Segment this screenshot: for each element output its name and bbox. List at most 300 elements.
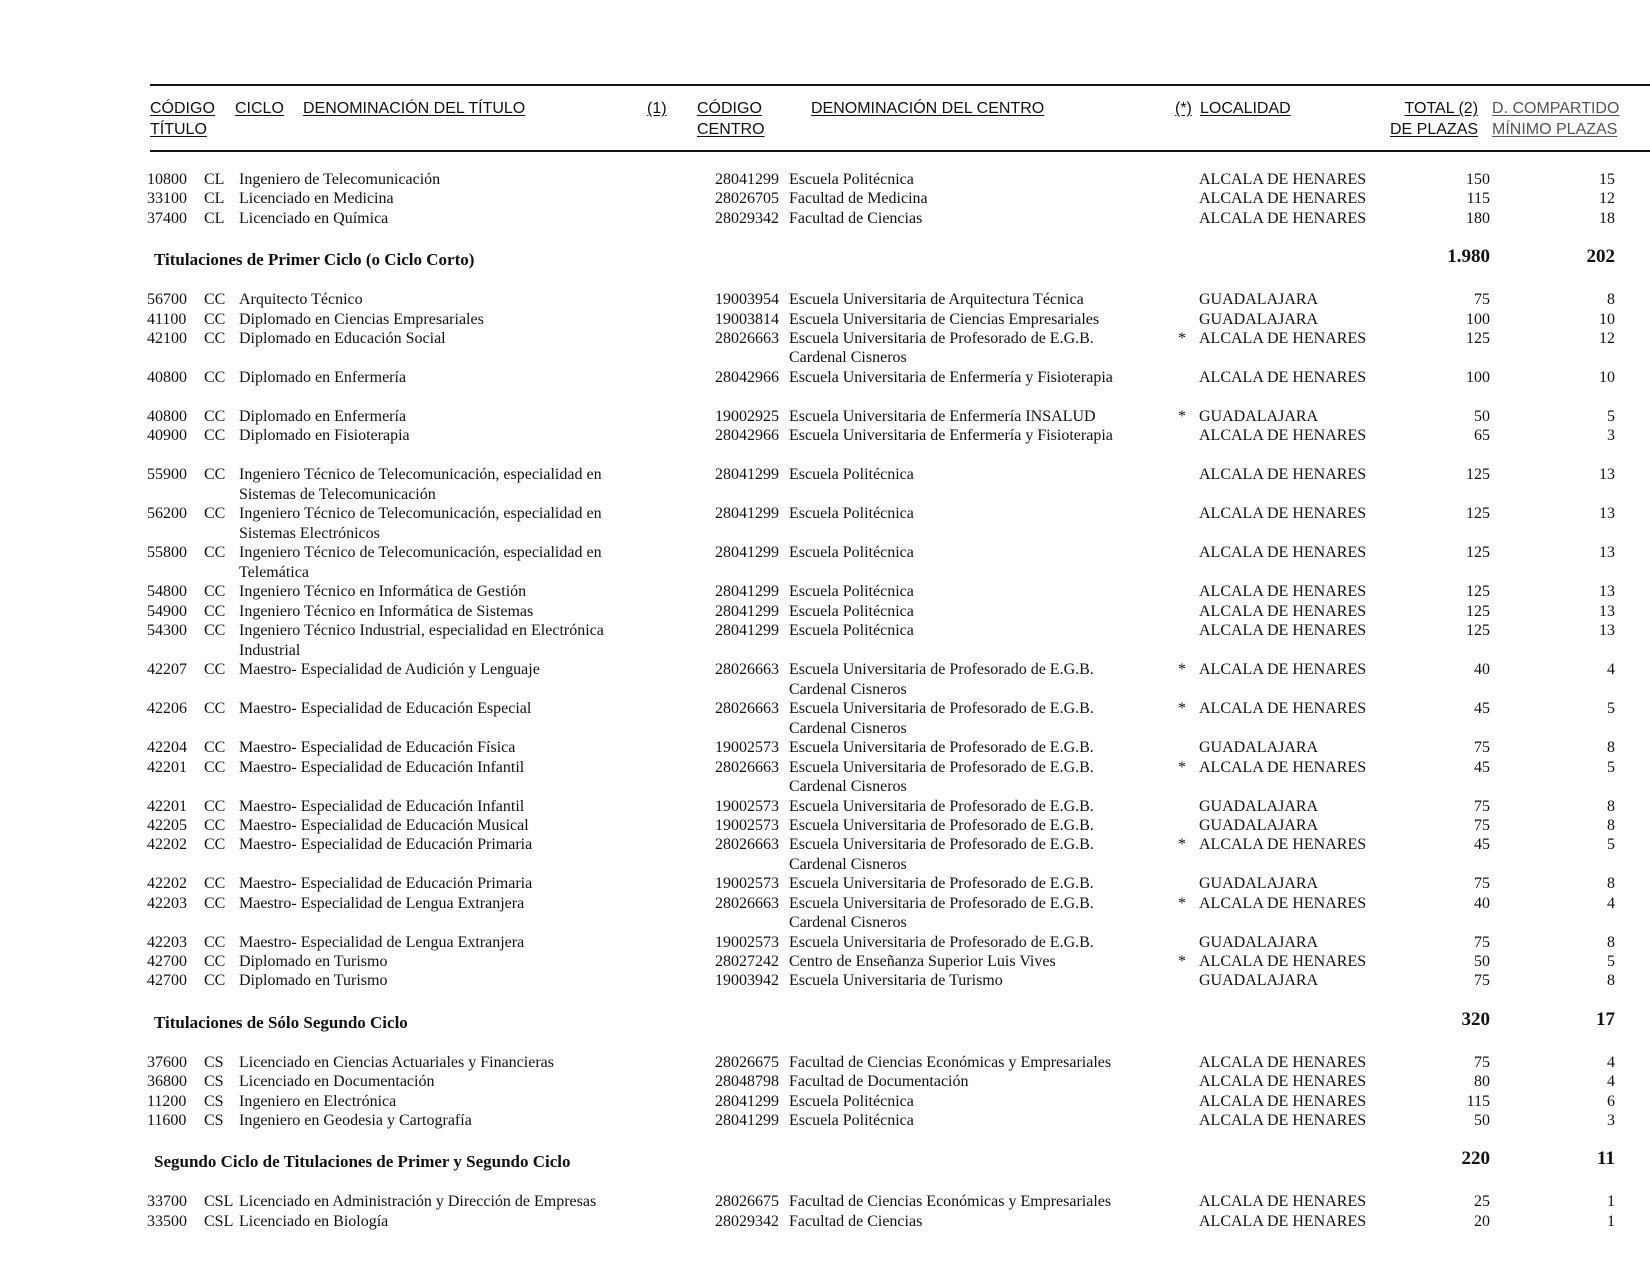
- codigo-centro: 19002573: [715, 816, 779, 834]
- denominacion-centro: Escuela Universitaria de Profesorado de E.G.B. Cardenal Cisneros: [789, 700, 1094, 737]
- ciclo: CC: [204, 700, 226, 718]
- table-row: [0, 699, 1650, 738]
- localidad: GUADALAJARA: [1199, 972, 1319, 990]
- localidad: GUADALAJARA: [1199, 407, 1319, 425]
- localidad: ALCALA DE HENARES: [1199, 209, 1367, 227]
- minimo-plazas: 12: [1599, 190, 1615, 208]
- localidad: ALCALA DE HENARES: [1199, 700, 1367, 718]
- table-row: [0, 660, 1650, 699]
- denominacion-centro: Escuela Universitaria de Enfermería INSALUD: [789, 407, 1096, 425]
- codigo-titulo: 42202: [147, 836, 187, 854]
- denominacion-titulo: Ingeniero Técnico de Telecomunicación, especialidad en Telemática: [239, 544, 602, 581]
- denominacion-titulo: Diplomado en Fisioterapia: [239, 427, 410, 445]
- denominacion-centro: Escuela Universitaria de Profesorado de E.G.B. Cardenal Cisneros: [789, 661, 1094, 698]
- header-bottom-rule: [150, 150, 1650, 152]
- table-row: [0, 1072, 1650, 1091]
- codigo-centro: 19002573: [715, 739, 779, 757]
- denominacion-titulo: Maestro- Especialidad de Educación Primaria: [239, 875, 533, 893]
- localidad: ALCALA DE HENARES: [1199, 836, 1367, 854]
- total-plazas: 40: [1474, 661, 1490, 679]
- ciclo: CC: [204, 739, 226, 757]
- minimo-plazas: 3: [1607, 1112, 1615, 1130]
- codigo-titulo: 36800: [147, 1073, 187, 1091]
- minimo-plazas: 8: [1607, 816, 1615, 834]
- codigo-centro: 28026663: [715, 661, 779, 679]
- denominacion-titulo: Maestro- Especialidad de Lengua Extranjera: [239, 933, 525, 951]
- asterisk-mark: *: [1178, 836, 1186, 854]
- denominacion-titulo: Licenciado en Administración y Dirección de Empresas: [239, 1193, 597, 1211]
- total-plazas: 45: [1474, 836, 1490, 854]
- total-plazas: 125: [1466, 329, 1490, 347]
- minimo-plazas: 3: [1607, 427, 1615, 445]
- codigo-titulo: 11200: [147, 1092, 187, 1110]
- denominacion-titulo: Maestro- Especialidad de Educación Primaria: [239, 836, 533, 854]
- codigo-titulo: 42201: [147, 758, 187, 776]
- minimo-plazas: 13: [1599, 622, 1615, 640]
- denominacion-centro: Facultad de Ciencias Económicas y Empresariales: [789, 1193, 1112, 1211]
- minimo-plazas: 8: [1607, 739, 1615, 757]
- total-plazas: 75: [1474, 933, 1490, 951]
- asterisk-mark: *: [1178, 661, 1186, 679]
- total-plazas: 75: [1474, 739, 1490, 757]
- table-row: [0, 582, 1650, 601]
- codigo-centro: 19003814: [715, 310, 779, 328]
- total-plazas: 50: [1474, 953, 1490, 971]
- minimo-plazas: 10: [1599, 368, 1615, 386]
- localidad: ALCALA DE HENARES: [1199, 661, 1367, 679]
- ciclo: CL: [204, 190, 225, 208]
- codigo-titulo: 40800: [147, 368, 187, 386]
- codigo-centro: 19002573: [715, 797, 779, 815]
- header-de-plazas-label: DE PLAZAS: [1390, 121, 1479, 138]
- codigo-titulo: 10800: [147, 171, 187, 188]
- ciclo: CC: [204, 583, 226, 601]
- section-title: Titulaciones de Sólo Segundo Ciclo: [154, 1012, 408, 1032]
- minimo-plazas: 4: [1607, 1053, 1615, 1071]
- header-ciclo: CICLO: [235, 100, 284, 117]
- table-row: [0, 1192, 1650, 1211]
- minimo-plazas: 13: [1599, 602, 1615, 620]
- ciclo: CC: [204, 291, 226, 309]
- denominacion-titulo: Ingeniero en Electrónica: [239, 1092, 397, 1110]
- codigo-titulo: 40800: [147, 407, 187, 425]
- denominacion-centro: Facultad de Medicina: [789, 190, 928, 208]
- codigo-titulo: 42207: [147, 661, 187, 679]
- codigo-centro: 19003942: [715, 972, 779, 990]
- localidad: ALCALA DE HENARES: [1199, 190, 1367, 208]
- asterisk-mark: *: [1178, 700, 1186, 718]
- ciclo: CSL: [204, 1193, 234, 1211]
- header-nota-asterisco: (*): [1175, 100, 1192, 117]
- total-plazas: 50: [1474, 1112, 1490, 1130]
- table-row: [0, 758, 1650, 797]
- denominacion-centro: Escuela Universitaria de Profesorado de E.G.B. Cardenal Cisneros: [789, 329, 1094, 367]
- minimo-plazas: 8: [1607, 972, 1615, 990]
- total-plazas: 45: [1474, 700, 1490, 718]
- denominacion-titulo: Licenciado en Medicina: [239, 190, 394, 208]
- codigo-titulo: 41100: [147, 310, 187, 328]
- codigo-titulo: 33500: [147, 1212, 187, 1230]
- section-title: Titulaciones de Primer Ciclo (o Ciclo Corto): [154, 250, 475, 270]
- localidad: ALCALA DE HENARES: [1199, 427, 1367, 445]
- ciclo: CC: [204, 758, 226, 776]
- total-plazas: 115: [1466, 190, 1490, 208]
- denominacion-titulo: Ingeniero Técnico Industrial, especialidad en Electrónica Industrial: [239, 622, 604, 659]
- codigo-centro: 28042966: [715, 427, 779, 445]
- codigo-titulo: 42700: [147, 953, 187, 971]
- header-localidad: LOCALIDAD: [1200, 100, 1291, 117]
- total-plazas: 40: [1474, 894, 1490, 912]
- ciclo: CC: [204, 836, 226, 854]
- codigo-titulo: 54300: [147, 622, 187, 640]
- ciclo: CC: [204, 875, 226, 893]
- codigo-titulo: 42203: [147, 933, 187, 951]
- minimo-plazas: 4: [1607, 894, 1615, 912]
- codigo-titulo: 37400: [147, 209, 187, 227]
- header-minimo-plazas-label: MÍNIMO PLAZAS: [1492, 121, 1618, 138]
- header-titulo-label: TÍTULO: [150, 121, 207, 138]
- denominacion-titulo: Maestro- Especialidad de Educación Física: [239, 739, 516, 757]
- ciclo: CS: [204, 1112, 224, 1130]
- localidad: ALCALA DE HENARES: [1199, 1092, 1367, 1110]
- ciclo: CC: [204, 310, 226, 328]
- denominacion-centro: Escuela Politécnica: [789, 583, 914, 601]
- denominacion-centro: Escuela Politécnica: [789, 544, 914, 562]
- total-plazas: 75: [1474, 797, 1490, 815]
- header-codigo-centro: [697, 98, 765, 140]
- localidad: ALCALA DE HENARES: [1199, 329, 1367, 347]
- total-plazas: 65: [1474, 427, 1490, 445]
- ciclo: CC: [204, 505, 226, 523]
- ciclo: CC: [204, 329, 226, 347]
- denominacion-titulo: Diplomado en Turismo: [239, 972, 388, 990]
- denominacion-centro: Escuela Universitaria de Profesorado de E.G.B. Cardenal Cisneros: [789, 894, 1094, 932]
- localidad: GUADALAJARA: [1199, 310, 1319, 328]
- header-d-compartido: [1492, 98, 1619, 140]
- denominacion-titulo: Ingeniero en Geodesia y Cartografía: [239, 1112, 472, 1130]
- minimo-plazas: 13: [1599, 505, 1615, 523]
- header-total-plazas: [1390, 98, 1478, 140]
- denominacion-titulo: Licenciado en Biología: [239, 1212, 389, 1230]
- section-minimo: 202: [1586, 246, 1615, 268]
- table-row: [0, 1092, 1650, 1111]
- table-row: [0, 816, 1650, 835]
- localidad: GUADALAJARA: [1199, 933, 1319, 951]
- codigo-titulo: 37600: [147, 1053, 187, 1071]
- denominacion-titulo: Diplomado en Ciencias Empresariales: [239, 310, 484, 328]
- header-centro-label: CENTRO: [697, 121, 765, 138]
- localidad: ALCALA DE HENARES: [1199, 894, 1367, 912]
- total-plazas: 75: [1474, 291, 1490, 309]
- table-row: [0, 602, 1650, 621]
- minimo-plazas: 13: [1599, 544, 1615, 562]
- codigo-titulo: 42201: [147, 797, 187, 815]
- denominacion-titulo: Diplomado en Enfermería: [239, 368, 407, 386]
- total-plazas: 50: [1474, 407, 1490, 425]
- minimo-plazas: 8: [1607, 291, 1615, 309]
- asterisk-mark: *: [1178, 953, 1186, 971]
- codigo-centro: 19002573: [715, 875, 779, 893]
- codigo-centro: 28042966: [715, 368, 779, 386]
- total-plazas: 180: [1466, 209, 1490, 227]
- denominacion-centro: Escuela Universitaria de Profesorado de E.G.B.: [789, 875, 1094, 893]
- codigo-titulo: 54900: [147, 602, 187, 620]
- ciclo: CC: [204, 661, 226, 679]
- header-denominacion-centro: DENOMINACIÓN DEL CENTRO: [811, 100, 1045, 117]
- codigo-titulo: 42203: [147, 894, 187, 912]
- codigo-titulo: 42204: [147, 739, 187, 757]
- codigo-titulo: 42206: [147, 700, 187, 718]
- codigo-titulo: 55800: [147, 544, 187, 562]
- minimo-plazas: 5: [1607, 953, 1615, 971]
- denominacion-centro: Escuela Universitaria de Profesorado de E.G.B.: [789, 933, 1094, 951]
- table-row: [0, 329, 1650, 368]
- codigo-centro: 28041299: [715, 466, 779, 484]
- table-row: [0, 407, 1650, 426]
- ciclo: CC: [204, 933, 226, 951]
- ciclo: CC: [204, 953, 226, 971]
- denominacion-titulo: Maestro- Especialidad de Educación Infantil: [239, 797, 525, 815]
- header-codigo-centro-label: CÓDIGO: [697, 100, 762, 117]
- section-title: Segundo Ciclo de Titulaciones de Primer y Segundo Ciclo: [154, 1152, 571, 1172]
- header-top-rule: [150, 84, 1650, 86]
- localidad: ALCALA DE HENARES: [1199, 1193, 1367, 1211]
- codigo-centro: 28041299: [715, 171, 779, 188]
- section-minimo: 17: [1596, 1008, 1615, 1030]
- denominacion-centro: Escuela Universitaria de Arquitectura Técnica: [789, 291, 1084, 309]
- minimo-plazas: 13: [1599, 583, 1615, 601]
- denominacion-titulo: Maestro- Especialidad de Lengua Extranjera: [239, 894, 525, 912]
- total-plazas: 125: [1466, 583, 1490, 601]
- denominacion-titulo: Arquitecto Técnico: [239, 291, 363, 309]
- codigo-centro: 28041299: [715, 1092, 779, 1110]
- denominacion-titulo: Diplomado en Educación Social: [239, 329, 446, 347]
- codigo-centro: 28029342: [715, 1212, 779, 1230]
- minimo-plazas: 13: [1599, 466, 1615, 484]
- section-header: [0, 228, 1650, 290]
- codigo-centro: 28041299: [715, 602, 779, 620]
- table-body: [0, 170, 1650, 1231]
- codigo-titulo: 42100: [147, 329, 187, 347]
- codigo-centro: 28026663: [715, 700, 779, 718]
- ciclo: CC: [204, 427, 226, 445]
- codigo-centro: 28026675: [715, 1193, 779, 1211]
- total-plazas: 100: [1466, 310, 1490, 328]
- codigo-titulo: 42202: [147, 875, 187, 893]
- total-plazas: 45: [1474, 758, 1490, 776]
- ciclo: CS: [204, 1092, 224, 1110]
- localidad: GUADALAJARA: [1199, 797, 1319, 815]
- table-row: [0, 209, 1650, 228]
- header-nota-1: (1): [647, 100, 667, 117]
- codigo-titulo: 55900: [147, 466, 187, 484]
- minimo-plazas: 15: [1599, 171, 1615, 188]
- minimo-plazas: 1: [1607, 1193, 1615, 1211]
- total-plazas: 75: [1474, 816, 1490, 834]
- minimo-plazas: 10: [1599, 310, 1615, 328]
- section-total: 320: [1461, 1008, 1490, 1030]
- codigo-centro: 28026663: [715, 329, 779, 347]
- denominacion-titulo: Diplomado en Enfermería: [239, 407, 407, 425]
- minimo-plazas: 6: [1607, 1092, 1615, 1110]
- codigo-titulo: 33700: [147, 1193, 187, 1211]
- table-row: [0, 738, 1650, 757]
- total-plazas: 125: [1466, 505, 1490, 523]
- denominacion-titulo: Diplomado en Turismo: [239, 953, 388, 971]
- ciclo: CC: [204, 972, 226, 990]
- asterisk-mark: *: [1178, 407, 1186, 425]
- table-row: [0, 1212, 1650, 1231]
- ciclo: CC: [204, 894, 226, 912]
- total-plazas: 150: [1466, 171, 1490, 188]
- minimo-plazas: 12: [1599, 329, 1615, 347]
- section-total: 1.980: [1447, 246, 1490, 268]
- section-header: [0, 991, 1650, 1053]
- header-d-compartido-label: D. COMPARTIDO: [1492, 100, 1620, 117]
- codigo-titulo: 56700: [147, 291, 187, 309]
- section-total: 220: [1461, 1148, 1490, 1170]
- table-row: [0, 310, 1650, 329]
- codigo-centro: 28026663: [715, 894, 779, 912]
- table-row: [0, 971, 1650, 990]
- table-row: [0, 543, 1650, 582]
- codigo-titulo: 33100: [147, 190, 187, 208]
- localidad: ALCALA DE HENARES: [1199, 602, 1367, 620]
- denominacion-titulo: Licenciado en Documentación: [239, 1073, 435, 1091]
- ciclo: CC: [204, 544, 226, 562]
- localidad: GUADALAJARA: [1199, 739, 1319, 757]
- codigo-centro: 28041299: [715, 622, 779, 640]
- minimo-plazas: 5: [1607, 407, 1615, 425]
- total-plazas: 75: [1474, 1053, 1490, 1071]
- codigo-centro: 28029342: [715, 209, 779, 227]
- localidad: ALCALA DE HENARES: [1199, 171, 1367, 188]
- header-denominacion-titulo: DENOMINACIÓN DEL TÍTULO: [303, 100, 526, 117]
- denominacion-centro: Escuela Universitaria de Profesorado de E.G.B.: [789, 739, 1094, 757]
- denominacion-titulo: Licenciado en Química: [239, 209, 389, 227]
- ciclo: CC: [204, 466, 226, 484]
- denominacion-centro: Escuela Universitaria de Profesorado de E.G.B. Cardenal Cisneros: [789, 836, 1094, 873]
- asterisk-mark: *: [1178, 329, 1186, 347]
- denominacion-titulo: Ingeniero Técnico en Informática de Sistemas: [239, 602, 534, 620]
- denominacion-titulo: Licenciado en Ciencias Actuariales y Financieras: [239, 1053, 554, 1071]
- denominacion-centro: Facultad de Ciencias Económicas y Empresariales: [789, 1053, 1112, 1071]
- table-row: [0, 933, 1650, 952]
- localidad: ALCALA DE HENARES: [1199, 1073, 1367, 1091]
- table-row: [0, 621, 1650, 660]
- codigo-centro: 28027242: [715, 953, 779, 971]
- total-plazas: 100: [1466, 368, 1490, 386]
- codigo-centro: 28041299: [715, 544, 779, 562]
- localidad: ALCALA DE HENARES: [1199, 505, 1367, 523]
- denominacion-centro: Centro de Enseñanza Superior Luis Vives: [789, 953, 1056, 971]
- total-plazas: 125: [1466, 602, 1490, 620]
- ciclo: CC: [204, 797, 226, 815]
- section-minimo: 11: [1597, 1148, 1615, 1170]
- ciclo: CSL: [204, 1212, 234, 1230]
- minimo-plazas: 8: [1607, 933, 1615, 951]
- denominacion-centro: Escuela Universitaria de Profesorado de E.G.B.: [789, 816, 1094, 834]
- codigo-centro: 28048798: [715, 1073, 779, 1091]
- denominacion-titulo: Ingeniero Técnico de Telecomunicación, especialidad en Sistemas Electrónicos: [239, 505, 602, 542]
- codigo-centro: 19002925: [715, 407, 779, 425]
- localidad: GUADALAJARA: [1199, 291, 1319, 309]
- denominacion-centro: Escuela Politécnica: [789, 602, 914, 620]
- table-row: [0, 797, 1650, 816]
- localidad: ALCALA DE HENARES: [1199, 368, 1367, 386]
- minimo-plazas: 5: [1607, 836, 1615, 854]
- codigo-titulo: 56200: [147, 505, 187, 523]
- header-codigo-titulo: [150, 98, 215, 140]
- header-total-label: TOTAL (2): [1404, 100, 1479, 117]
- denominacion-titulo: Maestro- Especialidad de Educación Infantil: [239, 758, 525, 776]
- total-plazas: 20: [1474, 1212, 1490, 1230]
- total-plazas: 125: [1466, 544, 1490, 562]
- total-plazas: 75: [1474, 972, 1490, 990]
- codigo-titulo: 11600: [147, 1112, 187, 1130]
- table-row: [0, 1053, 1650, 1072]
- denominacion-centro: Escuela Universitaria de Profesorado de E.G.B. Cardenal Cisneros: [789, 758, 1094, 795]
- denominacion-centro: Escuela Universitaria de Profesorado de E.G.B.: [789, 797, 1094, 815]
- localidad: ALCALA DE HENARES: [1199, 1212, 1367, 1230]
- table-row: [0, 368, 1650, 407]
- total-plazas: 115: [1466, 1092, 1490, 1110]
- localidad: ALCALA DE HENARES: [1199, 1053, 1367, 1071]
- codigo-centro: 28026705: [715, 190, 779, 208]
- denominacion-titulo: Maestro- Especialidad de Educación Especial: [239, 700, 532, 718]
- localidad: ALCALA DE HENARES: [1199, 583, 1367, 601]
- denominacion-centro: Facultad de Ciencias: [789, 1212, 923, 1230]
- table-row: [0, 952, 1650, 971]
- denominacion-titulo: Ingeniero Técnico de Telecomunicación, especialidad en Sistemas de Telecomunicación: [239, 466, 602, 503]
- denominacion-titulo: Maestro- Especialidad de Audición y Lenguaje: [239, 661, 540, 679]
- table-row: [0, 170, 1650, 189]
- ciclo: CC: [204, 622, 226, 640]
- denominacion-titulo: Ingeniero Técnico en Informática de Gestión: [239, 583, 527, 601]
- localidad: ALCALA DE HENARES: [1199, 466, 1367, 484]
- table-row: [0, 894, 1650, 933]
- denominacion-centro: Escuela Universitaria de Enfermería y Fisioterapia: [789, 427, 1113, 445]
- denominacion-centro: Escuela Universitaria de Ciencias Empresariales: [789, 310, 1100, 328]
- ciclo: CS: [204, 1053, 224, 1071]
- localidad: GUADALAJARA: [1199, 875, 1319, 893]
- table-row: [0, 1111, 1650, 1130]
- denominacion-centro: Facultad de Documentación: [789, 1073, 969, 1091]
- codigo-centro: 19002573: [715, 933, 779, 951]
- minimo-plazas: 8: [1607, 875, 1615, 893]
- table-row: [0, 426, 1650, 465]
- ciclo: CC: [204, 816, 226, 834]
- denominacion-centro: Escuela Politécnica: [789, 622, 914, 640]
- ciclo: CC: [204, 602, 226, 620]
- codigo-titulo: 54800: [147, 583, 187, 601]
- minimo-plazas: 4: [1607, 1073, 1615, 1091]
- ciclo: CL: [204, 171, 225, 188]
- codigo-titulo: 42700: [147, 972, 187, 990]
- codigo-centro: 28041299: [715, 1112, 779, 1130]
- localidad: ALCALA DE HENARES: [1199, 622, 1367, 640]
- localidad: ALCALA DE HENARES: [1199, 758, 1367, 776]
- asterisk-mark: *: [1178, 758, 1186, 776]
- denominacion-centro: Escuela Politécnica: [789, 466, 914, 484]
- minimo-plazas: 5: [1607, 700, 1615, 718]
- minimo-plazas: 8: [1607, 797, 1615, 815]
- minimo-plazas: 4: [1607, 661, 1615, 679]
- denominacion-centro: Escuela Politécnica: [789, 1112, 914, 1130]
- denominacion-centro: Escuela Politécnica: [789, 505, 914, 523]
- denominacion-centro: Escuela Politécnica: [789, 1092, 914, 1110]
- codigo-centro: 28026663: [715, 836, 779, 854]
